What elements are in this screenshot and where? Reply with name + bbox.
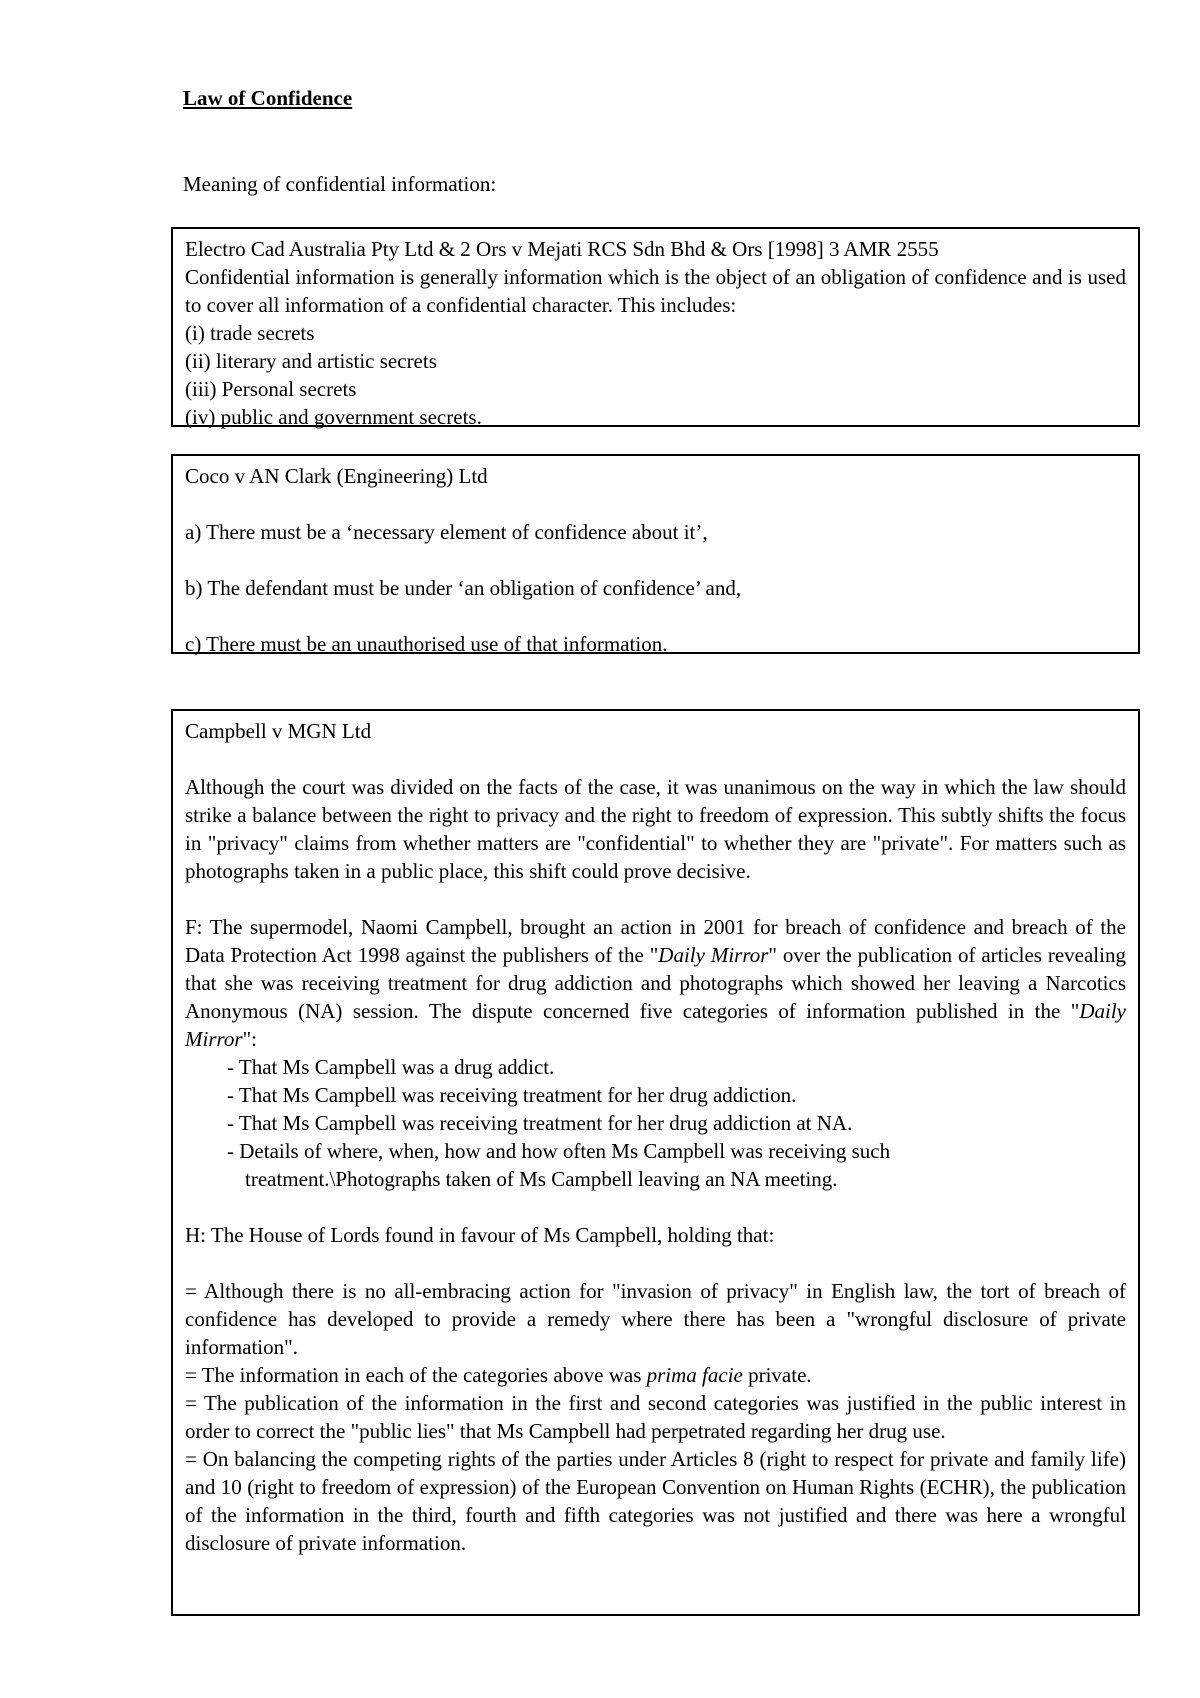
list-item-continued: treatment.\Photographs taken of Ms Campbell leaving an NA meeting.	[245, 1167, 838, 1191]
holding-point: = Although there is no all-embracing action for "invasion of privacy" in English law, the tort of breach of confidence has developed to provide a remedy where there has been a "wrongful disclosure of private information".	[185, 1279, 1126, 1359]
list-item: (iv) public and government secrets.	[185, 405, 482, 429]
case-box-campbell	[171, 709, 1140, 1616]
case-text: Confidential information is generally information which is the object of an obligation of confidence and is used to cover all information of a confidential character. This includes:	[185, 265, 1126, 317]
page-title: Law of Confidence	[183, 86, 353, 110]
case-box-coco	[171, 454, 1140, 654]
case-intro: Although the court was divided on the facts of the case, it was unanimous on the way in which the law should strike a balance between the right to privacy and the right to freedom of expression. This subtly shifts the focus in "privacy" claims from whether matters are "confidential" to whether they are "private". For matters such as photographs taken in a public place, this shift could prove decisive.	[185, 775, 1126, 883]
element-b: b) The defendant must be under ‘an obligation of confidence’ and,	[185, 576, 742, 600]
element-c: c) There must be an unauthorised use of that information.	[185, 632, 668, 656]
category-list	[185, 1053, 1126, 1165]
list-item: - Details of where, when, how and how often Ms Campbell was receiving such	[227, 1139, 891, 1163]
holding-point: = The information in each of the categories above was prima facie private.	[185, 1363, 812, 1387]
list-item: (i) trade secrets	[185, 321, 315, 345]
list-item: - That Ms Campbell was a drug addict.	[227, 1055, 555, 1079]
case-box-electro-cad	[171, 227, 1140, 427]
case-facts: F: The supermodel, Naomi Campbell, brought an action in 2001 for breach of confidence and breach of the Data Protection Act 1998 against the publishers of the "Daily Mirror" over the publication of articles revealing that she was receiving treatment for drug addiction and photographs which showed her leaving a Narcotics Anonymous (NA) session. The dispute concerned five categories of information published in the "Daily Mirror":	[185, 915, 1126, 1051]
element-a: a) There must be a ‘necessary element of confidence about it’,	[185, 520, 708, 544]
list-item: (ii) literary and artistic secrets	[185, 349, 437, 373]
case-holding: H: The House of Lords found in favour of Ms Campbell, holding that:	[185, 1223, 775, 1247]
holding-point: = On balancing the competing rights of the parties under Articles 8 (right to respect for private and family life) and 10 (right to freedom of expression) of the European Convention on Human Rights (ECHR), the publication of the information in the third, fourth and fifth categories was not justified and there was here a wrongful disclosure of private information.	[185, 1447, 1126, 1555]
case-name: Campbell v MGN Ltd	[185, 719, 372, 743]
list-item: - That Ms Campbell was receiving treatment for her drug addiction.	[227, 1083, 797, 1107]
section-heading: Meaning of confidential information:	[183, 172, 497, 196]
list-item: - That Ms Campbell was receiving treatment for her drug addiction at NA.	[227, 1111, 853, 1135]
secret-list	[185, 319, 1126, 431]
holding-point: = The publication of the information in the first and second categories was justified in the public interest in order to correct the "public lies" that Ms Campbell had perpetrated regarding her drug use.	[185, 1391, 1126, 1443]
list-item: (iii) Personal secrets	[185, 377, 357, 401]
case-name: Electro Cad Australia Pty Ltd & 2 Ors v Mejati RCS Sdn Bhd & Ors [1998] 3 AMR 2555	[185, 237, 939, 261]
case-name: Coco v AN Clark (Engineering) Ltd	[185, 464, 488, 488]
